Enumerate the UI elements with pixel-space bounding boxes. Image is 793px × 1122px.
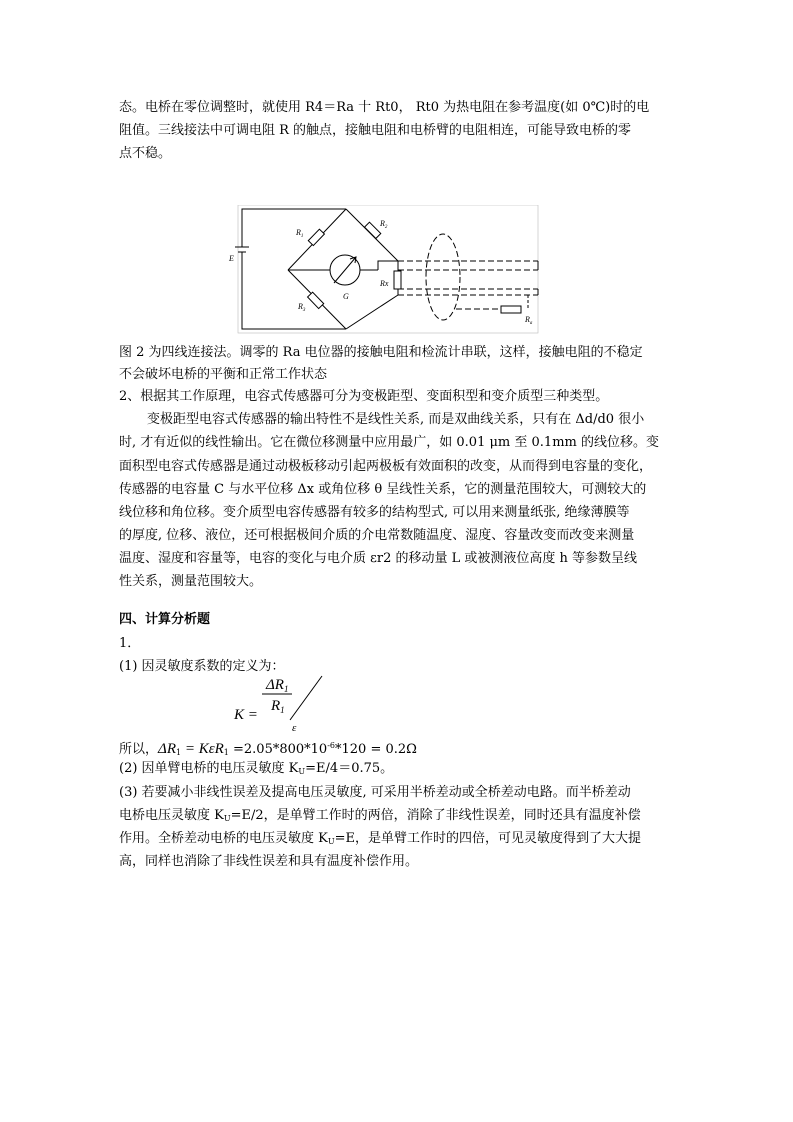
text-line: 变极距型电容式传感器的输出特性不是线性关系, 而是双曲线关系，只有在 Δd/d0 很小 — [147, 412, 645, 427]
section-heading: 四、计算分析题 — [119, 612, 211, 627]
result-line: 所以，$\Delta R_1 = K\varepsilon R_1 =2.05*800*10^{-6}*120 = 0.2\Omega$ — [119, 741, 417, 757]
item-number: 1． — [119, 636, 141, 651]
text-line: (1) 因灵敏度系数的定义为： — [119, 659, 285, 674]
text-line: 阻值。三线接法中可调电阻 R 的触点，接触电阻和电桥臂的电阻相连，可能导致电桥的零 — [119, 123, 632, 138]
text-line: 的厚度, 位移、液位，还可根据极间介质的介电常数随温度、湿度、容量改变而改变来测量 — [119, 528, 635, 543]
text-line: 时, 才有近似的线性输出。它在微位移测量中应用最广，如 0.01 μm 至 0.1mm 的线位移。变 — [119, 435, 659, 450]
section-2-intro: 2、根据其工作原理，电容式传感器可分为变极距型、变面积型和变介质型三种类型。 — [119, 389, 609, 404]
text-line: (2) 因单臂电桥的电压灵敏度 $K_U=E/4=0.75$。 — [119, 761, 394, 776]
text-line: 电桥电压灵敏度 $K_U=E/2$，是单臂工作时的两倍，消除了非线性误差，同时还具有温度补偿 — [119, 808, 641, 823]
text-line: 性关系，测量范围较大。 — [119, 574, 263, 589]
label-e: E — [229, 254, 234, 263]
text-line: 线位移和角位移。变介质型电容传感器有较多的结构型式, 可以用来测量纸张, 绝缘薄膜等 — [119, 505, 630, 520]
label-ra: $R_a$ — [525, 315, 533, 326]
label-rx: Rx — [380, 279, 389, 288]
text-line: 温度、湿度和容量等，电容的变化与电介质 εr2 的移动量 L 或被测液位高度 h 等参数呈线 — [119, 551, 638, 566]
text-line: 图 2 为四线连接法。调零的 Ra 电位器的接触电阻和检流计串联，这样，接触电阻的不稳定 — [119, 345, 643, 360]
text-line: 不会破坏电桥的平衡和正常工作状态 — [119, 367, 328, 382]
text-line: 高，同样也消除了非线性误差和具有温度补偿作用。 — [119, 854, 419, 869]
label-r3: $R_3$ — [298, 302, 306, 313]
text-line: 点不稳。 — [119, 146, 172, 161]
text-line: (3) 若要减小非线性误差及提高电压灵敏度, 可采用半桥差动或全桥差动电路。而半桥差动 — [119, 785, 631, 800]
text-line: 态。电桥在零位调整时，就使用 R4＝Ra 十 Rt0， Rt0 为热电阻在参考温度(如 0℃)时的电 — [119, 100, 650, 115]
text-line: 作用。全桥差动电桥的电压灵敏度 $K_U=E$，是单臂工作时的四倍，可见灵敏度得到了大大提 — [119, 831, 641, 846]
label-r1: $R_1$ — [296, 228, 304, 239]
label-g: G — [343, 292, 349, 301]
sensitivity-formula — [230, 672, 340, 734]
text-line: 面积型电容式传感器是通过动极板移动引起两极板有效面积的改变，从而得到电容量的变化， — [119, 459, 653, 474]
svg-text:R1: $R_1$ — [271, 698, 285, 715]
four-wire-bridge-diagram — [228, 205, 548, 335]
svg-text:ε: ε — [292, 722, 297, 734]
svg-text:K =: K = — [234, 707, 258, 723]
svg-text:ΔR1: $\Delta R_1$ — [266, 677, 289, 694]
text-line: 传感器的电容量 C 与水平位移 Δx 或角位移 θ 呈线性关系，它的测量范围较大，可测较大的 — [119, 482, 647, 497]
label-r2: $R_2$ — [380, 219, 388, 230]
